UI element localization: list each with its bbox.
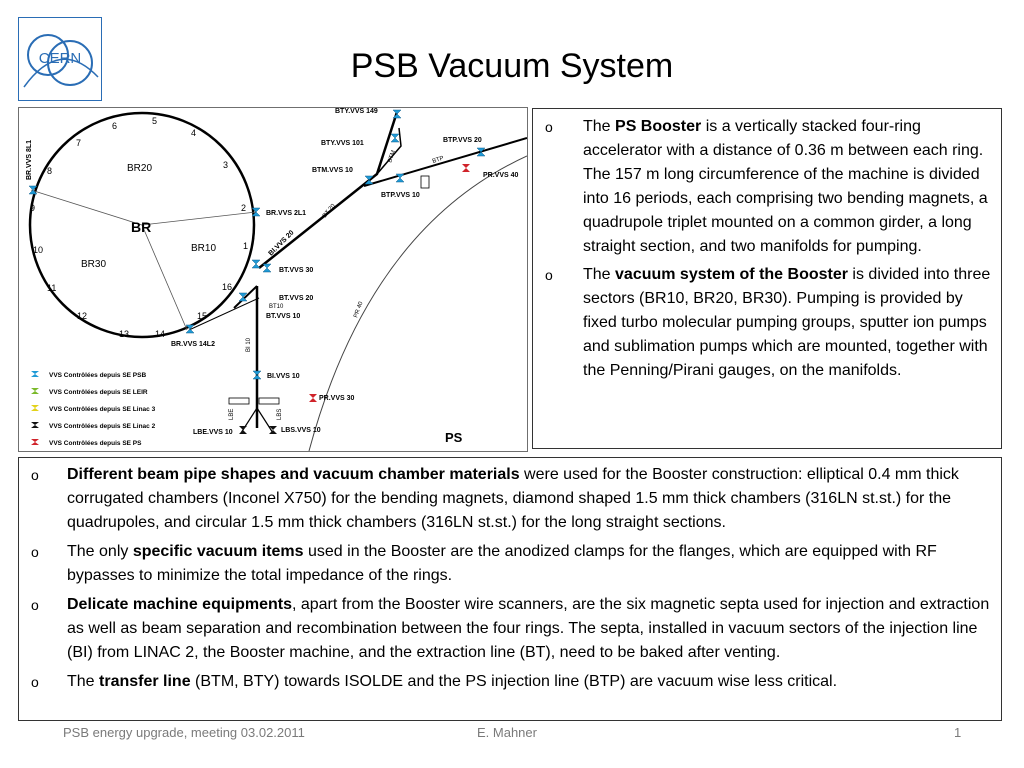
footer-meeting: PSB energy upgrade, meeting 03.02.2011 [63, 725, 305, 740]
bullet-marker: o [545, 267, 553, 283]
label-bi10: BI 10 [246, 337, 252, 352]
bullet-emphasis: transfer line [99, 673, 191, 690]
label-bt-vvs-10: BT.VVS 10 [266, 313, 301, 320]
label-lbs-vvs-10: LBS.VVS 10 [281, 427, 321, 434]
bullet-item [29, 463, 991, 535]
label-bi-vvs-10: BI.VVS 10 [267, 373, 300, 380]
ring-label-br10: BR10 [191, 243, 217, 254]
vacuum-layout-diagram [18, 107, 528, 452]
period-number: 3 [223, 160, 229, 170]
label-lbe: LBE [229, 408, 235, 420]
period-number: 4 [191, 128, 197, 138]
bullet-emphasis: vacuum system of the Booster [615, 266, 848, 283]
legend [31, 371, 156, 447]
period-number: 11 [47, 283, 57, 293]
label-btp-vvs-10: BTP.VVS 10 [381, 192, 420, 199]
label-pr40: PR 40 [353, 300, 365, 319]
label-lbs: LBS [277, 408, 283, 420]
period-number: 12 [77, 311, 88, 321]
label-bty-vvs-101: BTY.VVS 101 [321, 140, 364, 147]
label-bt-vvs-20: BT.VVS 20 [279, 295, 314, 302]
footer-author: E. Mahner [477, 725, 537, 740]
label-btp: BTP [431, 155, 445, 165]
septum-hatch [421, 176, 429, 188]
period-number: 13 [119, 329, 130, 339]
svg-text:VVS Contrôlées depuis SE PSB: VVS Contrôlées depuis SE PSB [49, 372, 147, 379]
bullet-emphasis: Delicate machine equipments [67, 596, 292, 613]
svg-text:VVS Contrôlées depuis SE PS: VVS Contrôlées depuis SE PS [49, 440, 142, 447]
ps-ring [309, 156, 527, 451]
bullet-item [543, 263, 991, 383]
ring-label-br: BR [131, 219, 152, 235]
cern-logo-text: CERN [38, 50, 82, 67]
period-number: 14 [155, 329, 166, 339]
bullet-emphasis: PS Booster [615, 118, 702, 135]
bullet-text: The only [67, 543, 133, 560]
period-number: 15 [197, 311, 208, 321]
label-bt20: BT 20 [321, 203, 337, 220]
label-pr-vvs-40: PR.VVS 40 [483, 172, 519, 179]
bullet-emphasis: Different beam pipe shapes and vacuum chamber materials [67, 466, 520, 483]
svg-text:VVS Contrôlées depuis SE LEIR: VVS Contrôlées depuis SE LEIR [49, 389, 148, 396]
legend-item [31, 371, 146, 379]
ring-spoke [142, 225, 187, 330]
label-lbe-vvs-10: LBE.VVS 10 [193, 429, 233, 436]
page-title: PSB Vacuum System [350, 47, 674, 85]
ps-valve-markers [309, 164, 470, 402]
period-number: 8 [47, 166, 53, 176]
label-btm: BTM [387, 149, 398, 164]
label-pr-vvs-30: PR.VVS 30 [319, 395, 355, 402]
bullet-text: The [583, 266, 616, 283]
bullet-item [29, 593, 991, 665]
label-br-vvs-2l1: BR.VVS 2L1 [266, 210, 307, 217]
label-bi-vvs-20: BI.VVS 20 [267, 229, 296, 258]
period-number: 2 [241, 203, 247, 213]
bullet-item [29, 670, 991, 694]
svg-text:VVS Contrôlées depuis SE Linac: VVS Contrôlées depuis SE Linac 2 [49, 423, 156, 430]
svg-text:VVS Contrôlées depuis SE Linac: VVS Contrôlées depuis SE Linac 3 [49, 406, 156, 413]
period-number: 5 [152, 116, 158, 126]
bullet-text: used in the Booster are the anodized clamps for the flanges, which are equipped with RF bypasses to minimize the total impedance of the rings. [67, 543, 937, 584]
booster-description-list [543, 115, 991, 383]
label-br-vvs-14l2: BR.VVS 14L2 [171, 341, 215, 348]
period-number: 10 [33, 245, 44, 255]
ring-label-br20: BR20 [127, 163, 153, 174]
bullet-text: , apart from the Booster wire scanners, are the six magnetic septa used for injection and extraction as well as beam separation and recombination between the four rings. The septa, installed in vacuum sectors of the injection line (BI) from LINAC 2, the Booster machine, and the extraction line (BT), need to be baked after venting. [67, 596, 990, 661]
lbs-branch [257, 408, 273, 433]
ring-label-br30: BR30 [81, 259, 107, 270]
footer-page-number: 1 [954, 725, 962, 740]
label-btp-vvs-20: BTP.VVS 20 [443, 137, 482, 144]
legend-item [31, 422, 156, 430]
bullet-marker: o [31, 544, 39, 560]
period-number: 7 [76, 138, 82, 148]
legend-item [31, 439, 142, 447]
bullet-marker: o [31, 597, 39, 613]
septum-hatch [229, 398, 249, 404]
vacuum-details-list [29, 463, 991, 694]
label-ps: PS [445, 430, 463, 445]
legend-item [31, 405, 156, 413]
label-bt10: BT10 [269, 304, 284, 310]
label-btm-vvs-10: BTM.VVS 10 [312, 167, 353, 174]
ring-spoke [31, 190, 142, 225]
ring-spoke [142, 212, 256, 225]
bullet-marker: o [31, 674, 39, 690]
legend-item [31, 388, 148, 396]
bullet-text: The [583, 118, 616, 135]
vacuum-details-box [18, 457, 1002, 721]
bullet-text: is a vertically stacked four-ring accelerator with a distance of 0.36 m between each ring. The 157 m long circumference of the machine is divided into 16 periods, each comprising two bending magnets, a quadrupole triplet mounted on a common girder, a long straight section, and two manifolds for pumping. [583, 118, 988, 255]
bullet-text: (BTM, BTY) towards ISOLDE and the PS injection line (BTP) are vacuum wise less critical. [190, 673, 838, 690]
period-number: 9 [30, 203, 36, 213]
bullet-emphasis: specific vacuum items [132, 543, 304, 560]
septum-hatch [259, 398, 279, 404]
bullet-marker: o [545, 119, 553, 135]
bullet-item [543, 115, 991, 259]
label-bt-vvs-30: BT.VVS 30 [279, 267, 314, 274]
period-number: 16 [222, 282, 233, 292]
bullet-text: The [67, 673, 100, 690]
label-bty-vvs-149: BTY.VVS 149 [335, 108, 378, 115]
bullet-item [29, 540, 991, 588]
bullet-text: were used for the Booster construction: elliptical 0.4 mm thick corrugated chambers (Inconel X750) for the bending magnets, diamond shaped 1.5 mm thick chambers (316LN st.st.) for the quadrupoles, and circular 1.5 mm thick chambers (316LN st.st.) for the long straight sections. [67, 466, 959, 531]
label-br-vvs-8l1: BR.VVS 8L1 [26, 139, 33, 180]
bullet-marker: o [31, 467, 39, 483]
booster-description-box [532, 108, 1002, 449]
bullet-text: is divided into three sectors (BR10, BR20, BR30). Pumping is provided by fixed turbo molecular pumping groups, sputter ion pumps and sublimation pumps which are mounted, together with the Penning/Pirani gauges, on the manifolds. [583, 266, 991, 379]
period-number: 1 [243, 241, 249, 251]
period-number: 6 [112, 121, 118, 131]
